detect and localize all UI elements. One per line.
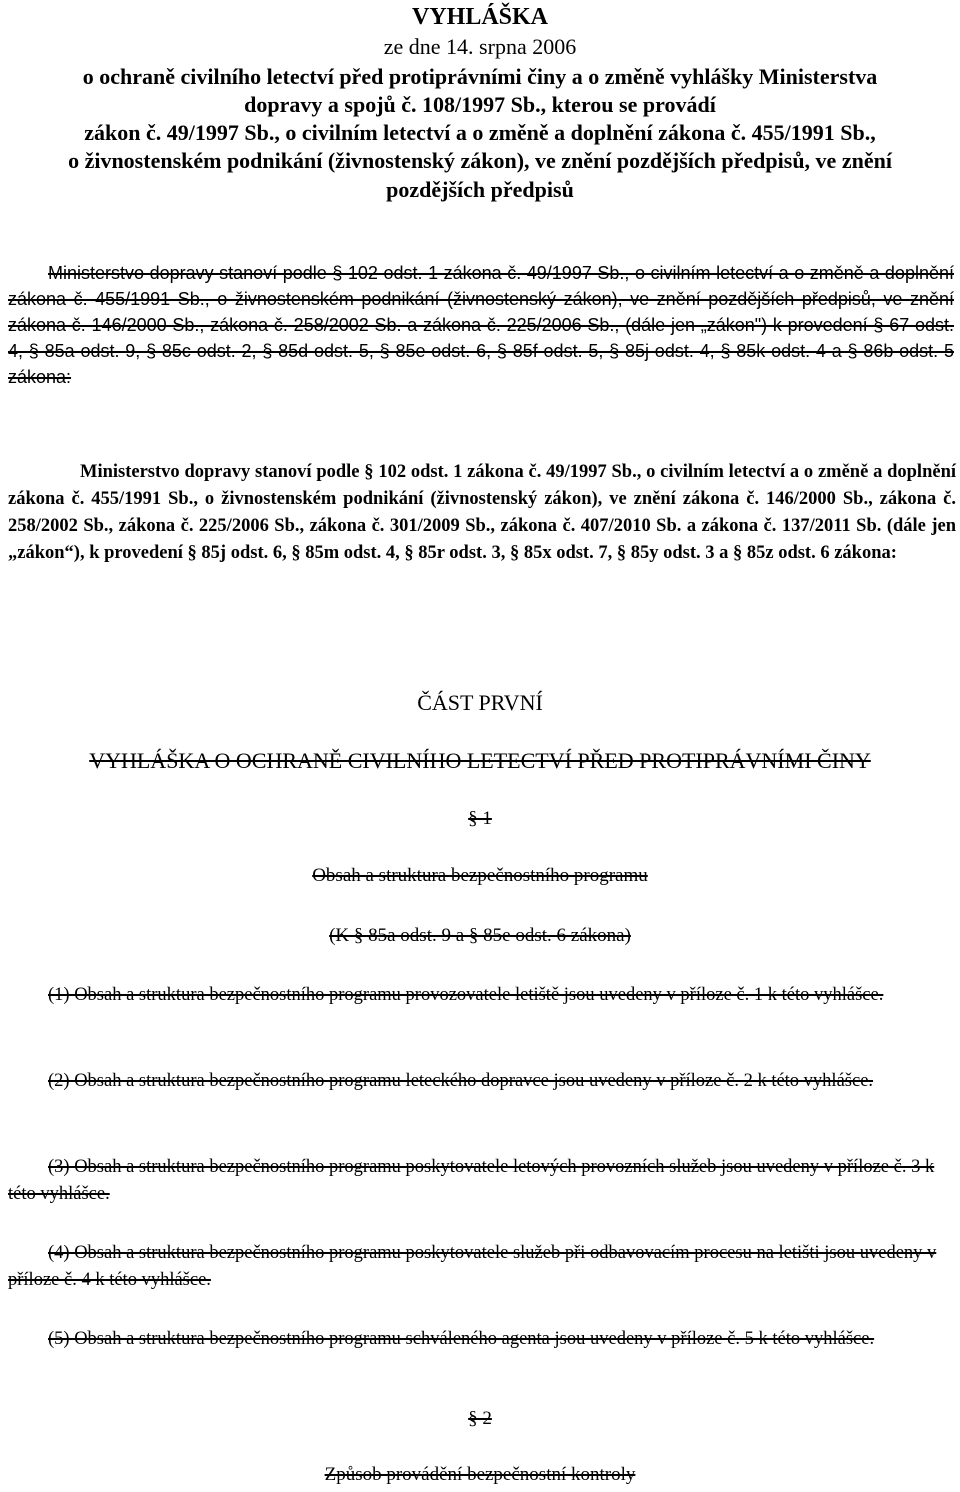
part-heading: ČÁST PRVNÍ bbox=[417, 690, 543, 715]
part-subheading: VYHLÁŠKA O OCHRANĚ CIVILNÍHO LETECTVÍ PŘED PROTIPRÁVNÍMI ČINY bbox=[89, 748, 871, 773]
subtitle-line: o živnostenském podnikání (živnostenský zákon), ve znění pozdějších předpisů, ve znění bbox=[68, 148, 892, 173]
section-2-number: § 2 bbox=[468, 1408, 492, 1429]
document-title: VYHLÁŠKA bbox=[411, 4, 549, 30]
subtitle-line: zákon č. 49/1997 Sb., o civilním letectví a o změně a doplnění zákona č. 455/1991 Sb., bbox=[84, 120, 876, 145]
section-1-number: § 1 bbox=[468, 808, 492, 829]
subtitle-line: pozdějších předpisů bbox=[386, 177, 574, 202]
section-1-reference: (K § 85a odst. 9 a § 85e odst. 6 zákona) bbox=[329, 925, 631, 946]
subtitle-line: o ochraně civilního letectví před protiprávními činy a o změně vyhlášky Ministerstva bbox=[82, 64, 878, 89]
section-1-paragraph: (2) Obsah a struktura bezpečnostního programu leteckého dopravce jsou uvedeny v příloze č. 2 k této vyhlášce. bbox=[48, 1071, 874, 1091]
old-intro-paragraph: Ministerstvo dopravy stanoví podle § 102 odst. 1 zákona č. 49/1997 Sb., o civilním letectví a o změně a doplnění zákona č. 455/1991 Sb., o živnostenském podnikání (živnostenský zákon), ve znění pozdějších předpisů, ve znění zákona č. 146/2000 Sb., zákona č. 258/2002 Sb. a zákona č. 225/2006 Sb., (dále jen „zákon") k provedení § 67 odst. 4, § 85a odst. 9, § 85c odst. 2, § 85d odst. 5, § 85e odst. 6, § 85f odst. 5, § 85j odst. 4, § 85k odst. 4 a § 86b odst. 5 zákona: bbox=[8, 263, 954, 387]
section-1-paragraph: (4) Obsah a struktura bezpečnostního programu poskytovatele služeb při odbavovacím procesu na letišti jsou uvedeny v příloze č. 4 k této vyhlášce. bbox=[8, 1243, 937, 1290]
document-date: ze dne 14. srpna 2006 bbox=[383, 34, 577, 59]
section-1-paragraph: (5) Obsah a struktura bezpečnostního programu schváleného agenta jsou uvedeny v příloze č. 5 k této vyhlášce. bbox=[48, 1329, 875, 1349]
section-1-paragraph: (1) Obsah a struktura bezpečnostního programu provozovatele letiště jsou uvedeny v příloze č. 1 k této vyhlášce. bbox=[48, 985, 884, 1005]
new-intro-paragraph: Ministerstvo dopravy stanoví podle § 102 odst. 1 zákona č. 49/1997 Sb., o civilním letectví a o změně a doplnění zákona č. 455/1991 Sb., o živnostenském podnikání (živnostenský zákon), ve znění zákona č. 146/2000 Sb., zákona č. 258/2002 Sb., zákona č. 225/2006 Sb., zákona č. 301/2009 Sb., zákona č. 407/2010 Sb. a zákona č. 137/2011 Sb. (dále jen „zákon“), k provedení § 85j odst. 6, § 85m odst. 4, § 85r odst. 3, § 85x odst. 7, § 85y odst. 3 a § 85z odst. 6 zákona: bbox=[8, 462, 956, 563]
subtitle-line: dopravy a spojů č. 108/1997 Sb., kterou se provádí bbox=[244, 92, 716, 117]
section-2-title: Způsob provádění bezpečnostní kontroly bbox=[324, 1464, 636, 1485]
section-1-title: Obsah a struktura bezpečnostního programu bbox=[312, 865, 648, 886]
section-1-paragraph: (3) Obsah a struktura bezpečnostního programu poskytovatele letových provozních služeb jsou uvedeny v příloze č. 3 k této vyhlášce. bbox=[8, 1157, 935, 1204]
